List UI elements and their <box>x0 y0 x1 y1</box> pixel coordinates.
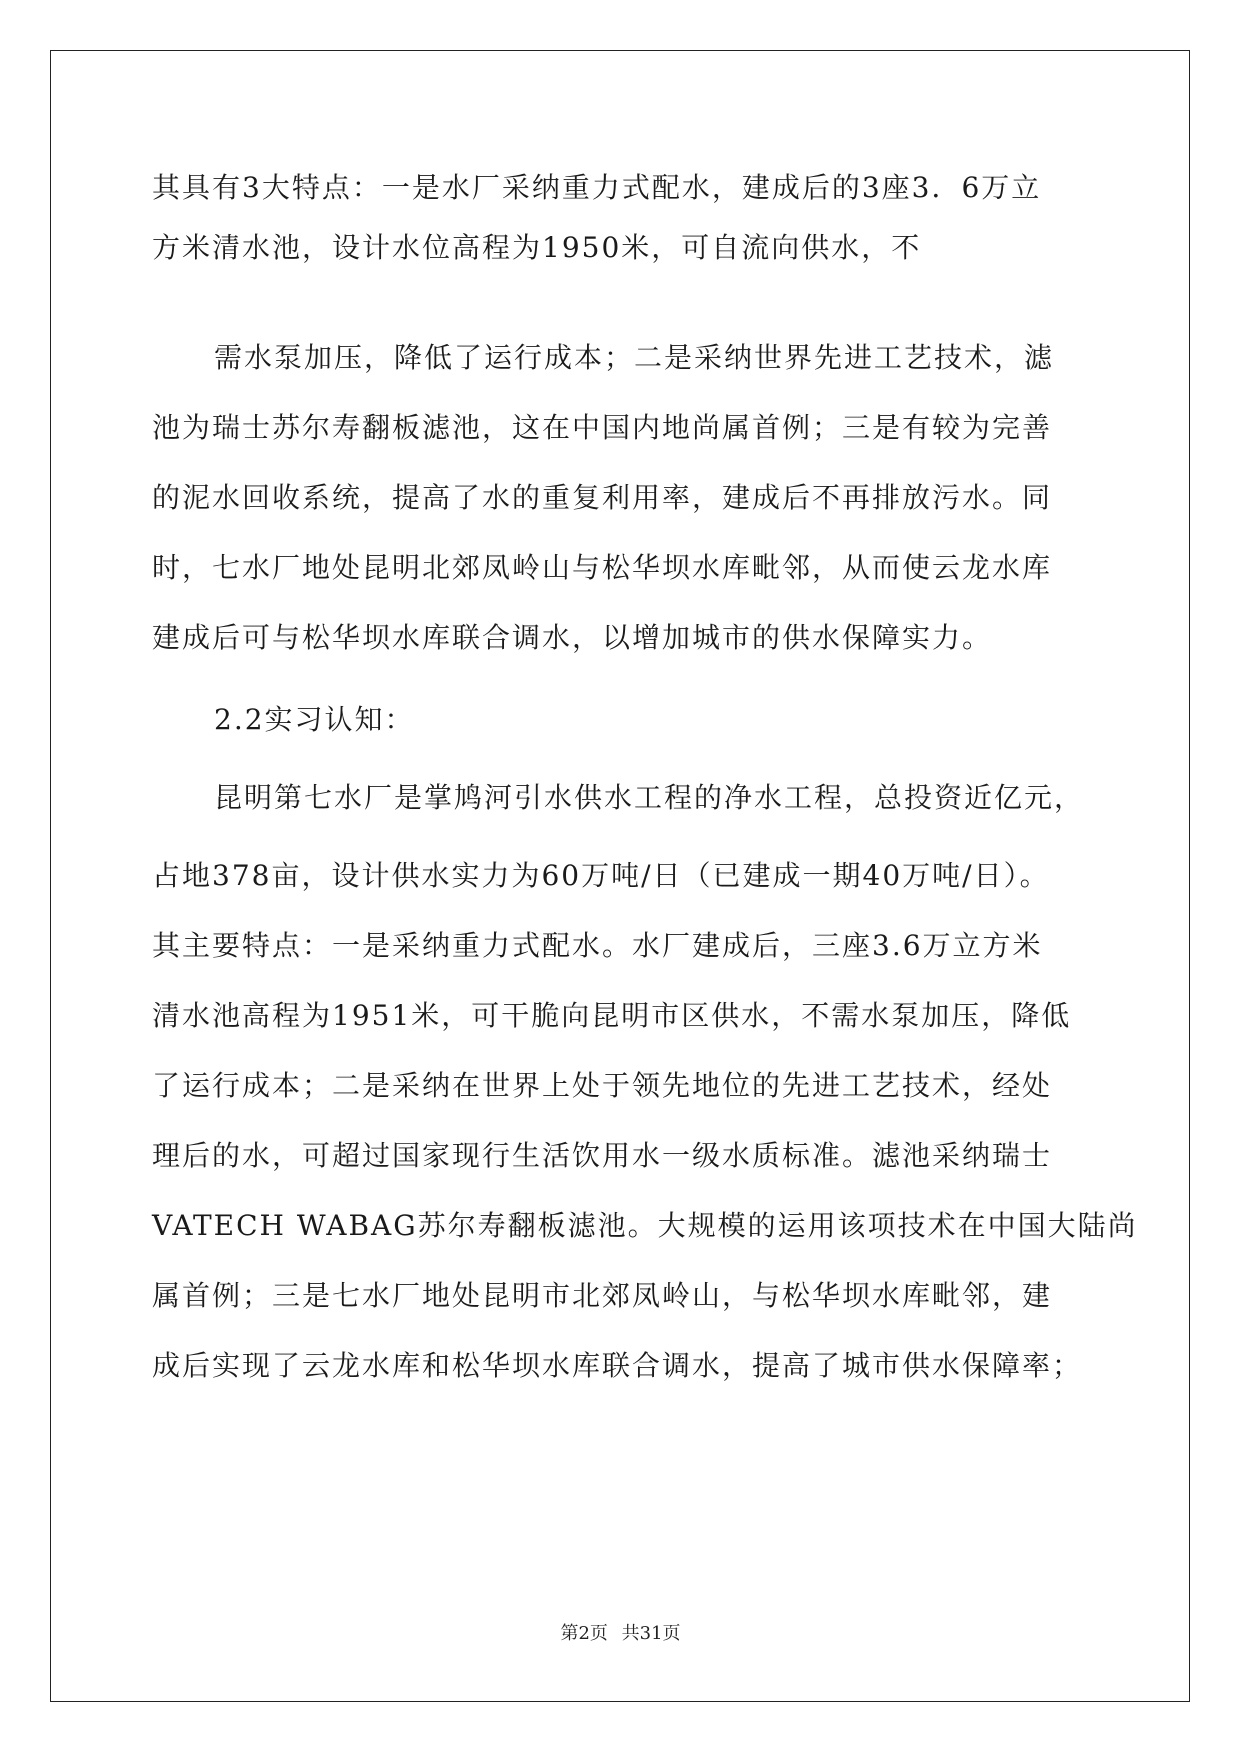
text-line: 其具有3大特点：一是水厂采纳重力式配水，建成后的3座3．6万立 <box>152 171 1042 204</box>
text-line: 理后的水，可超过国家现行生活饮用水一级水质标准。滤池采纳瑞士 <box>152 1139 1053 1172</box>
text-line: 清水池高程为1951米，可干脆向昆明市区供水，不需水泵加压，降低 <box>152 999 1072 1032</box>
text-line: 建成后可与松华坝水库联合调水，以增加城市的供水保障实力。 <box>152 621 993 654</box>
text-line: 的泥水回收系统，提高了水的重复利用率，建成后不再排放污水。同 <box>152 481 1053 514</box>
page-total: 共31页 <box>621 1623 681 1644</box>
text-line: 了运行成本；二是采纳在世界上处于领先地位的先进工艺技术，经处 <box>152 1069 1053 1102</box>
text-line: 其主要特点：一是采纳重力式配水。水厂建成后，三座3.6万立方米 <box>152 929 1043 962</box>
text-line: 时，七水厂地处昆明北郊凤岭山与松华坝水库毗邻，从而使云龙水库 <box>152 551 1053 584</box>
text-line: 占地378亩，设计供水实力为60万吨/日（已建成一期40万吨/日）。 <box>152 859 1050 892</box>
section-heading: 2.2实习认知： <box>214 703 415 736</box>
page-number: 第2页 <box>560 1623 608 1644</box>
text-line: 昆明第七水厂是掌鸠河引水供水工程的净水工程，总投资近亿元， <box>214 781 1085 814</box>
page-footer <box>0 1622 1241 1646</box>
text-line: 方米清水池，设计水位高程为1950米，可自流向供水，不 <box>152 231 922 264</box>
text-line: 需水泵加压，降低了运行成本；二是采纳世界先进工艺技术，滤 <box>214 341 1055 374</box>
text-line: 成后实现了云龙水库和松华坝水库联合调水，提高了城市供水保障率； <box>152 1349 1083 1382</box>
text-line: 属首例；三是七水厂地处昆明市北郊凤岭山，与松华坝水库毗邻，建 <box>152 1279 1053 1312</box>
text-line: 池为瑞士苏尔寿翻板滤池，这在中国内地尚属首例；三是有较为完善 <box>152 411 1053 444</box>
text-line: VATECH WABAG苏尔寿翻板滤池。大规模的运用该项技术在中国大陆尚 <box>152 1209 1138 1242</box>
